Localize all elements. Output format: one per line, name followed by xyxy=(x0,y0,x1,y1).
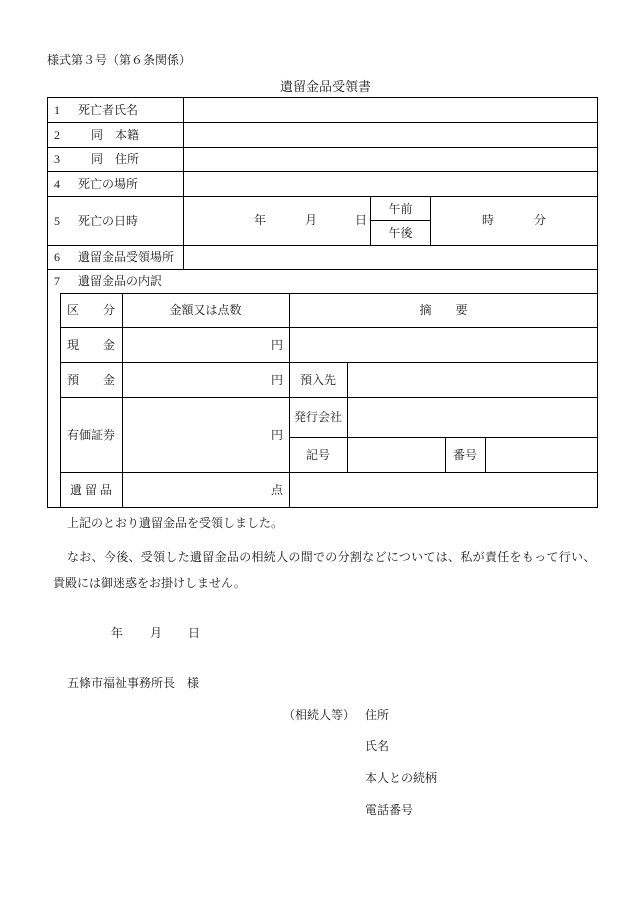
domicile-field xyxy=(184,123,597,147)
cash-unit: 円 xyxy=(270,337,283,352)
row-receipt-place-label xyxy=(47,245,183,269)
form-number: 様式第３号（第６条関係） xyxy=(47,53,192,67)
header-summary: 摘 要 xyxy=(419,303,468,317)
receipt-place-field xyxy=(184,246,597,269)
belongings-unit: 点 xyxy=(270,483,283,497)
deposit-bank-label: 預入先 xyxy=(299,372,336,387)
pm-label: 午後 xyxy=(388,226,413,240)
row-label: 遺留金品受領場所 xyxy=(78,250,175,264)
securities-symbol-label: 記号 xyxy=(305,447,330,462)
row-label: 同 本籍 xyxy=(91,127,140,142)
statement-line-2: なお、今後、受領した遺留金品の相続人の間での分割などについては、私が責任をもって行い、 xyxy=(67,550,596,564)
row-number: 1 xyxy=(54,102,60,117)
date-year-unit: 年 xyxy=(111,626,124,640)
row-number: 2 xyxy=(54,127,60,142)
header-amount: 金額又は点数 xyxy=(169,303,242,317)
statement-line-3: 貴殿には御迷惑をお掛けしません。 xyxy=(53,576,246,590)
row-number: 6 xyxy=(54,250,60,264)
date-day-unit: 日 xyxy=(188,626,201,640)
death-year-unit: 年 xyxy=(254,213,267,227)
statement-line-1: 上記のとおり遺留金品を受領しました。 xyxy=(67,516,284,530)
row-place-of-death-label xyxy=(47,171,183,196)
death-hour-unit: 時 xyxy=(482,213,495,227)
securities-label: 有価証券 xyxy=(66,427,115,442)
summary-label-divider xyxy=(347,362,348,472)
number-label-right-divider xyxy=(485,437,486,472)
cash-label: 現 金 xyxy=(66,337,115,352)
signer-relation-label: 本人との続柄 xyxy=(365,771,438,785)
deceased-name-field xyxy=(184,98,597,122)
securities-issuer-label: 発行会社 xyxy=(293,410,342,424)
signer-address-label: 住所 xyxy=(365,708,390,722)
row-label: 同 住所 xyxy=(91,152,140,166)
signer-role: （相続人等） xyxy=(283,708,356,722)
securities-number-label: 番号 xyxy=(452,447,477,462)
addressee: 五條市福祉事務所長 様 xyxy=(67,676,200,690)
deposit-label: 預 金 xyxy=(66,372,115,387)
signer-name-label: 氏名 xyxy=(365,739,390,753)
row-label: 死亡者氏名 xyxy=(78,102,139,117)
row-number: 5 xyxy=(54,213,60,228)
death-day-unit: 日 xyxy=(355,213,368,227)
am-label: 午前 xyxy=(388,201,413,216)
header-category: 区 分 xyxy=(66,303,115,317)
securities-unit: 円 xyxy=(270,427,283,442)
row-datetime-of-death-label xyxy=(47,196,183,245)
row-domicile-label xyxy=(47,122,183,147)
signer-phone-label: 電話番号 xyxy=(365,803,414,817)
belongings-label: 遺 留 品 xyxy=(69,483,112,497)
death-minute-unit: 分 xyxy=(534,213,547,227)
row-label: 死亡の日時 xyxy=(78,213,139,228)
row-breakdown-label xyxy=(47,269,347,293)
deposit-unit: 円 xyxy=(270,372,283,387)
row-number: 3 xyxy=(54,152,60,166)
place-of-death-field xyxy=(184,172,597,196)
date-month-unit: 月 xyxy=(150,626,163,640)
row-number: 7 xyxy=(54,274,60,288)
row-number: 4 xyxy=(54,176,60,191)
form-title: 遺留金品受領書 xyxy=(280,79,372,94)
address-field xyxy=(184,148,597,171)
row-address-label xyxy=(47,147,183,171)
death-month-unit: 月 xyxy=(305,213,318,227)
row-label: 死亡の場所 xyxy=(78,176,139,191)
row-label: 遺留金品の内訳 xyxy=(78,274,163,288)
ampm-right-divider xyxy=(430,196,431,245)
row-deceased-name-label xyxy=(47,97,183,122)
